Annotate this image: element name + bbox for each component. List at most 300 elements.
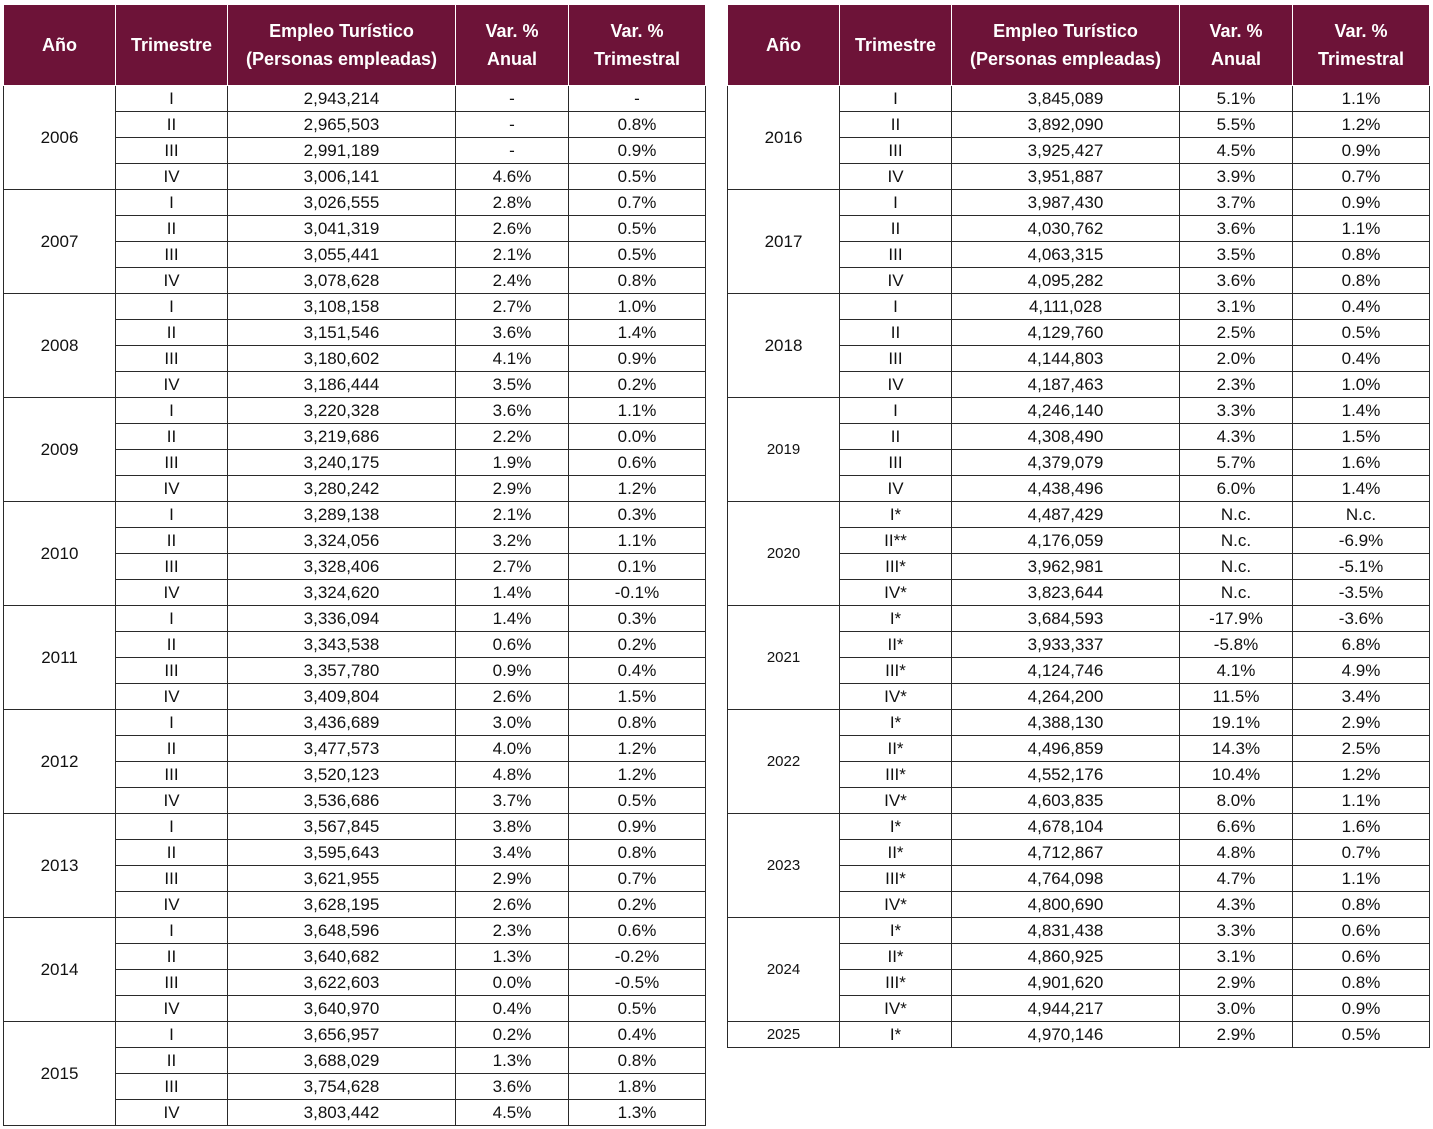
table-row — [4, 502, 706, 528]
year-cell: 2020 — [728, 502, 840, 606]
quarter-cell: IV — [116, 892, 228, 918]
var-trimestral-cell: 0.9% — [1293, 996, 1430, 1022]
var-anual-cell: 3.5% — [456, 372, 569, 398]
year-cell: 2008 — [4, 294, 116, 398]
empleo-cell: 3,108,158 — [228, 294, 456, 320]
empleo-cell: 3,656,957 — [228, 1022, 456, 1048]
year-cell: 2011 — [4, 606, 116, 710]
empleo-cell: 3,925,427 — [952, 138, 1180, 164]
var-anual-cell: 4.0% — [456, 736, 569, 762]
empleo-cell: 3,026,555 — [228, 190, 456, 216]
var-trimestral-cell: 0.8% — [1293, 970, 1430, 996]
var-trimestral-cell: 1.0% — [569, 294, 706, 320]
var-trimestral-cell: 0.8% — [1293, 242, 1430, 268]
var-anual-cell: 0.2% — [456, 1022, 569, 1048]
header-empleo — [228, 5, 456, 86]
year-cell: 2021 — [728, 606, 840, 710]
empleo-cell: 3,041,319 — [228, 216, 456, 242]
year-cell: 2023 — [728, 814, 840, 918]
quarter-cell: II* — [840, 736, 952, 762]
empleo-cell: 3,280,242 — [228, 476, 456, 502]
header-var-anual — [1180, 5, 1293, 86]
var-anual-cell: 6.0% — [1180, 476, 1293, 502]
var-anual-cell: 1.3% — [456, 1048, 569, 1074]
empleo-cell: 3,622,603 — [228, 970, 456, 996]
quarter-cell: IV — [116, 372, 228, 398]
quarter-cell: I — [116, 918, 228, 944]
header-trimestre — [116, 5, 228, 86]
var-trimestral-cell: -3.6% — [1293, 606, 1430, 632]
var-trimestral-cell: 0.8% — [569, 112, 706, 138]
var-trimestral-cell: 1.1% — [1293, 216, 1430, 242]
var-anual-cell: 0.6% — [456, 632, 569, 658]
quarter-cell: I* — [840, 1022, 952, 1048]
var-trimestral-cell: 1.4% — [1293, 398, 1430, 424]
table-row — [4, 294, 706, 320]
empleo-cell: 3,628,195 — [228, 892, 456, 918]
var-trimestral-cell: 1.6% — [1293, 450, 1430, 476]
quarter-cell: I — [116, 710, 228, 736]
var-trimestral-cell: 0.8% — [569, 268, 706, 294]
var-trimestral-cell: 0.5% — [1293, 320, 1430, 346]
quarter-cell: II — [116, 112, 228, 138]
quarter-cell: III* — [840, 866, 952, 892]
quarter-cell: IV — [116, 684, 228, 710]
quarter-cell: III — [840, 242, 952, 268]
empleo-cell: 4,678,104 — [952, 814, 1180, 840]
year-cell: 2025 — [728, 1022, 840, 1048]
var-trimestral-cell: 0.9% — [569, 138, 706, 164]
var-trimestral-cell: 1.1% — [1293, 788, 1430, 814]
empleo-cell: 3,640,970 — [228, 996, 456, 1022]
empleo-cell: 3,336,094 — [228, 606, 456, 632]
quarter-cell: II — [840, 320, 952, 346]
table-row — [728, 502, 1430, 528]
empleo-cell: 3,684,593 — [952, 606, 1180, 632]
var-anual-cell: 3.8% — [456, 814, 569, 840]
var-trimestral-cell: -0.1% — [569, 580, 706, 606]
var-anual-cell: 8.0% — [1180, 788, 1293, 814]
quarter-cell: I — [116, 294, 228, 320]
var-trimestral-cell: 2.5% — [1293, 736, 1430, 762]
var-trimestral-cell: 1.2% — [1293, 112, 1430, 138]
var-anual-cell: 0.0% — [456, 970, 569, 996]
quarter-cell: II — [116, 632, 228, 658]
var-trimestral-cell: 1.4% — [569, 320, 706, 346]
empleo-cell: 3,409,804 — [228, 684, 456, 710]
empleo-cell: 3,951,887 — [952, 164, 1180, 190]
empleo-cell: 3,078,628 — [228, 268, 456, 294]
year-cell: 2014 — [4, 918, 116, 1022]
quarter-cell: IV — [116, 164, 228, 190]
empleo-cell: 3,892,090 — [952, 112, 1180, 138]
empleo-cell: 4,308,490 — [952, 424, 1180, 450]
empleo-cell: 3,006,141 — [228, 164, 456, 190]
quarter-cell: II* — [840, 840, 952, 866]
quarter-cell: II — [116, 736, 228, 762]
var-trimestral-cell: 2.9% — [1293, 710, 1430, 736]
quarter-cell: III — [116, 242, 228, 268]
var-anual-cell: N.c. — [1180, 554, 1293, 580]
empleo-cell: 3,987,430 — [952, 190, 1180, 216]
var-trimestral-cell: 0.5% — [569, 216, 706, 242]
var-anual-cell: 4.1% — [1180, 658, 1293, 684]
empleo-cell: 3,436,689 — [228, 710, 456, 736]
var-trimestral-cell: 0.4% — [1293, 346, 1430, 372]
quarter-cell: III* — [840, 970, 952, 996]
table-row — [4, 86, 706, 112]
var-trimestral-cell: 1.1% — [1293, 866, 1430, 892]
var-trimestral-cell: 1.5% — [569, 684, 706, 710]
table-row — [728, 398, 1430, 424]
table-row — [728, 918, 1430, 944]
quarter-cell: III — [116, 866, 228, 892]
quarter-cell: II — [840, 216, 952, 242]
var-trimestral-cell: 1.1% — [569, 398, 706, 424]
var-anual-cell: 3.1% — [1180, 944, 1293, 970]
empleo-cell: 3,823,644 — [952, 580, 1180, 606]
var-anual-cell: 2.8% — [456, 190, 569, 216]
table-row — [4, 398, 706, 424]
quarter-cell: III — [116, 658, 228, 684]
empleo-cell: 3,648,596 — [228, 918, 456, 944]
quarter-cell: II — [116, 216, 228, 242]
quarter-cell: III — [840, 450, 952, 476]
table-right — [727, 4, 1430, 1048]
var-trimestral-cell: 0.8% — [569, 710, 706, 736]
header-anio-label: Año — [42, 35, 77, 55]
var-anual-cell: 2.7% — [456, 554, 569, 580]
var-trimestral-cell: 0.6% — [1293, 918, 1430, 944]
empleo-cell: 3,220,328 — [228, 398, 456, 424]
empleo-cell: 4,095,282 — [952, 268, 1180, 294]
header-var-trim-line2: Trimestral — [1317, 49, 1405, 69]
empleo-cell: 3,520,123 — [228, 762, 456, 788]
quarter-cell: III — [116, 138, 228, 164]
quarter-cell: III — [116, 762, 228, 788]
var-anual-cell: 3.1% — [1180, 294, 1293, 320]
quarter-cell: IV* — [840, 892, 952, 918]
var-trimestral-cell: 0.3% — [569, 606, 706, 632]
var-trimestral-cell: 0.7% — [1293, 164, 1430, 190]
var-trimestral-cell: 1.2% — [569, 762, 706, 788]
var-anual-cell: 1.4% — [456, 606, 569, 632]
header-empleo-line2: (Personas empleadas) — [969, 49, 1162, 69]
empleo-cell: 2,991,189 — [228, 138, 456, 164]
header-var-trim-line1: Var. % — [1334, 21, 1388, 41]
var-anual-cell: 4.8% — [456, 762, 569, 788]
table-row — [4, 710, 706, 736]
var-anual-cell: 3.9% — [1180, 164, 1293, 190]
var-anual-cell: 2.3% — [1180, 372, 1293, 398]
quarter-cell: III — [116, 346, 228, 372]
header-anio — [728, 5, 840, 86]
empleo-cell: 2,965,503 — [228, 112, 456, 138]
quarter-cell: IV — [116, 268, 228, 294]
table-right-header — [728, 5, 1430, 86]
var-anual-cell: 2.6% — [456, 684, 569, 710]
empleo-cell: 3,595,643 — [228, 840, 456, 866]
quarter-cell: II — [116, 1048, 228, 1074]
var-trimestral-cell: 0.5% — [569, 242, 706, 268]
var-anual-cell: 4.1% — [456, 346, 569, 372]
var-anual-cell: 2.9% — [456, 866, 569, 892]
var-anual-cell: - — [456, 86, 569, 112]
quarter-cell: III* — [840, 658, 952, 684]
empleo-cell: 4,712,867 — [952, 840, 1180, 866]
var-trimestral-cell: 0.2% — [569, 372, 706, 398]
quarter-cell: II — [116, 424, 228, 450]
quarter-cell: II — [116, 528, 228, 554]
empleo-cell: 2,943,214 — [228, 86, 456, 112]
var-anual-cell: 0.9% — [456, 658, 569, 684]
quarter-cell: III — [116, 1074, 228, 1100]
empleo-cell: 3,328,406 — [228, 554, 456, 580]
var-anual-cell: 2.1% — [456, 502, 569, 528]
var-anual-cell: N.c. — [1180, 580, 1293, 606]
quarter-cell: I — [840, 398, 952, 424]
var-anual-cell: 3.0% — [456, 710, 569, 736]
var-anual-cell: 3.6% — [456, 398, 569, 424]
quarter-cell: I — [116, 814, 228, 840]
year-cell: 2012 — [4, 710, 116, 814]
table-row — [728, 190, 1430, 216]
quarter-cell: IV* — [840, 996, 952, 1022]
header-empleo-line2: (Personas empleadas) — [245, 49, 438, 69]
empleo-cell: 4,246,140 — [952, 398, 1180, 424]
quarter-cell: III — [116, 970, 228, 996]
empleo-cell: 4,496,859 — [952, 736, 1180, 762]
table-row — [4, 190, 706, 216]
var-anual-cell: 2.9% — [1180, 1022, 1293, 1048]
empleo-cell: 4,901,620 — [952, 970, 1180, 996]
var-trimestral-cell: 0.6% — [569, 918, 706, 944]
empleo-cell: 3,240,175 — [228, 450, 456, 476]
header-empleo-line1: Empleo Turístico — [993, 21, 1138, 41]
var-trimestral-cell: 3.4% — [1293, 684, 1430, 710]
header-var-anual-line2: Anual — [1210, 49, 1261, 69]
year-cell: 2016 — [728, 86, 840, 190]
empleo-cell: 4,129,760 — [952, 320, 1180, 346]
var-trimestral-cell: 0.8% — [1293, 268, 1430, 294]
var-trimestral-cell: 1.6% — [1293, 814, 1430, 840]
year-cell: 2017 — [728, 190, 840, 294]
year-cell: 2019 — [728, 398, 840, 502]
empleo-cell: 4,552,176 — [952, 762, 1180, 788]
table-left — [3, 4, 706, 1126]
var-trimestral-cell: 1.8% — [569, 1074, 706, 1100]
var-trimestral-cell: 0.5% — [569, 996, 706, 1022]
quarter-cell: IV — [116, 476, 228, 502]
var-trimestral-cell: -5.1% — [1293, 554, 1430, 580]
quarter-cell: II — [116, 840, 228, 866]
empleo-cell: 4,264,200 — [952, 684, 1180, 710]
var-anual-cell: 19.1% — [1180, 710, 1293, 736]
empleo-cell: 4,124,746 — [952, 658, 1180, 684]
table-row — [728, 814, 1430, 840]
var-trimestral-cell: 0.7% — [569, 866, 706, 892]
var-trimestral-cell: 0.6% — [569, 450, 706, 476]
empleo-cell: 4,860,925 — [952, 944, 1180, 970]
var-trimestral-cell: 6.8% — [1293, 632, 1430, 658]
var-anual-cell: 3.3% — [1180, 398, 1293, 424]
table-row — [4, 814, 706, 840]
var-anual-cell: 3.6% — [1180, 216, 1293, 242]
header-row — [728, 5, 1430, 86]
var-trimestral-cell: 0.1% — [569, 554, 706, 580]
quarter-cell: I — [840, 190, 952, 216]
quarter-cell: III* — [840, 554, 952, 580]
var-anual-cell: 2.7% — [456, 294, 569, 320]
empleo-cell: 3,477,573 — [228, 736, 456, 762]
var-anual-cell: 2.1% — [456, 242, 569, 268]
var-trimestral-cell: 0.5% — [1293, 1022, 1430, 1048]
var-anual-cell: 6.6% — [1180, 814, 1293, 840]
var-anual-cell: 2.3% — [456, 918, 569, 944]
var-anual-cell: 3.4% — [456, 840, 569, 866]
var-anual-cell: 1.3% — [456, 944, 569, 970]
header-var-anual — [456, 5, 569, 86]
var-anual-cell: 5.7% — [1180, 450, 1293, 476]
var-anual-cell: 0.4% — [456, 996, 569, 1022]
quarter-cell: III — [840, 138, 952, 164]
empleo-cell: 4,603,835 — [952, 788, 1180, 814]
year-cell: 2007 — [4, 190, 116, 294]
quarter-cell: IV* — [840, 788, 952, 814]
empleo-cell: 4,764,098 — [952, 866, 1180, 892]
var-trimestral-cell: 1.1% — [1293, 86, 1430, 112]
var-trimestral-cell: 4.9% — [1293, 658, 1430, 684]
header-var-trimestral — [569, 5, 706, 86]
var-anual-cell: 5.5% — [1180, 112, 1293, 138]
header-empleo — [952, 5, 1180, 86]
table-row — [728, 86, 1430, 112]
header-var-anual-line2: Anual — [486, 49, 537, 69]
var-trimestral-cell: 1.1% — [569, 528, 706, 554]
var-anual-cell: - — [456, 112, 569, 138]
table-row — [728, 710, 1430, 736]
empleo-cell: 3,357,780 — [228, 658, 456, 684]
empleo-cell: 3,289,138 — [228, 502, 456, 528]
var-trimestral-cell: 0.4% — [569, 658, 706, 684]
var-anual-cell: 5.1% — [1180, 86, 1293, 112]
quarter-cell: IV — [840, 268, 952, 294]
var-trimestral-cell: 0.7% — [1293, 840, 1430, 866]
var-anual-cell: 2.9% — [1180, 970, 1293, 996]
var-anual-cell: 2.0% — [1180, 346, 1293, 372]
var-trimestral-cell: 0.9% — [569, 346, 706, 372]
var-anual-cell: 11.5% — [1180, 684, 1293, 710]
var-trimestral-cell: 0.4% — [1293, 294, 1430, 320]
quarter-cell: III* — [840, 762, 952, 788]
var-trimestral-cell: 0.8% — [569, 840, 706, 866]
quarter-cell: I — [116, 190, 228, 216]
quarter-cell: I — [116, 86, 228, 112]
var-anual-cell: 2.6% — [456, 892, 569, 918]
header-empleo-line1: Empleo Turístico — [269, 21, 414, 41]
var-anual-cell: 3.3% — [1180, 918, 1293, 944]
empleo-cell: 4,388,130 — [952, 710, 1180, 736]
empleo-cell: 3,055,441 — [228, 242, 456, 268]
year-cell: 2022 — [728, 710, 840, 814]
var-anual-cell: 2.9% — [456, 476, 569, 502]
empleo-cell: 3,324,620 — [228, 580, 456, 606]
var-anual-cell: -5.8% — [1180, 632, 1293, 658]
header-var-trim-line2: Trimestral — [593, 49, 681, 69]
table-row — [4, 918, 706, 944]
empleo-cell: 3,621,955 — [228, 866, 456, 892]
empleo-cell: 3,151,546 — [228, 320, 456, 346]
table-row — [728, 1022, 1430, 1048]
var-anual-cell: 4.5% — [1180, 138, 1293, 164]
empleo-cell: 4,063,315 — [952, 242, 1180, 268]
quarter-cell: I* — [840, 814, 952, 840]
var-anual-cell: N.c. — [1180, 502, 1293, 528]
quarter-cell: II** — [840, 528, 952, 554]
empleo-cell: 4,187,463 — [952, 372, 1180, 398]
quarter-cell: II* — [840, 632, 952, 658]
empleo-cell: 4,144,803 — [952, 346, 1180, 372]
var-anual-cell: 3.5% — [1180, 242, 1293, 268]
quarter-cell: I* — [840, 710, 952, 736]
var-anual-cell: 10.4% — [1180, 762, 1293, 788]
header-row — [4, 5, 706, 86]
empleo-cell: 3,688,029 — [228, 1048, 456, 1074]
empleo-cell: 4,970,146 — [952, 1022, 1180, 1048]
header-var-trimestral — [1293, 5, 1430, 86]
header-var-anual-line1: Var. % — [485, 21, 539, 41]
var-trimestral-cell: 0.2% — [569, 632, 706, 658]
var-trimestral-cell: 1.0% — [1293, 372, 1430, 398]
quarter-cell: I — [116, 1022, 228, 1048]
var-trimestral-cell: - — [569, 86, 706, 112]
empleo-cell: 3,180,602 — [228, 346, 456, 372]
header-var-anual-line1: Var. % — [1209, 21, 1263, 41]
var-anual-cell: 2.5% — [1180, 320, 1293, 346]
empleo-cell: 3,219,686 — [228, 424, 456, 450]
quarter-cell: III — [116, 450, 228, 476]
quarter-cell: II — [840, 424, 952, 450]
var-anual-cell: 4.7% — [1180, 866, 1293, 892]
year-cell: 2013 — [4, 814, 116, 918]
var-anual-cell: 3.6% — [1180, 268, 1293, 294]
quarter-cell: II — [116, 944, 228, 970]
var-anual-cell: 3.0% — [1180, 996, 1293, 1022]
var-trimestral-cell: 1.3% — [569, 1100, 706, 1126]
var-trimestral-cell: 0.8% — [1293, 892, 1430, 918]
empleo-cell: 3,343,538 — [228, 632, 456, 658]
var-anual-cell: 3.7% — [456, 788, 569, 814]
quarter-cell: II — [840, 112, 952, 138]
var-trimestral-cell: -3.5% — [1293, 580, 1430, 606]
empleo-cell: 4,379,079 — [952, 450, 1180, 476]
quarter-cell: II — [116, 320, 228, 346]
var-trimestral-cell: -0.5% — [569, 970, 706, 996]
year-cell: 2006 — [4, 86, 116, 190]
var-anual-cell: 3.6% — [456, 320, 569, 346]
empleo-cell: 4,438,496 — [952, 476, 1180, 502]
var-trimestral-cell: 0.8% — [569, 1048, 706, 1074]
var-anual-cell: 14.3% — [1180, 736, 1293, 762]
table-row — [728, 606, 1430, 632]
quarter-cell: I — [116, 398, 228, 424]
var-trimestral-cell: 0.4% — [569, 1022, 706, 1048]
empleo-cell: 3,933,337 — [952, 632, 1180, 658]
quarter-cell: III — [116, 554, 228, 580]
var-trimestral-cell: 0.0% — [569, 424, 706, 450]
empleo-cell: 3,186,444 — [228, 372, 456, 398]
header-anio — [4, 5, 116, 86]
